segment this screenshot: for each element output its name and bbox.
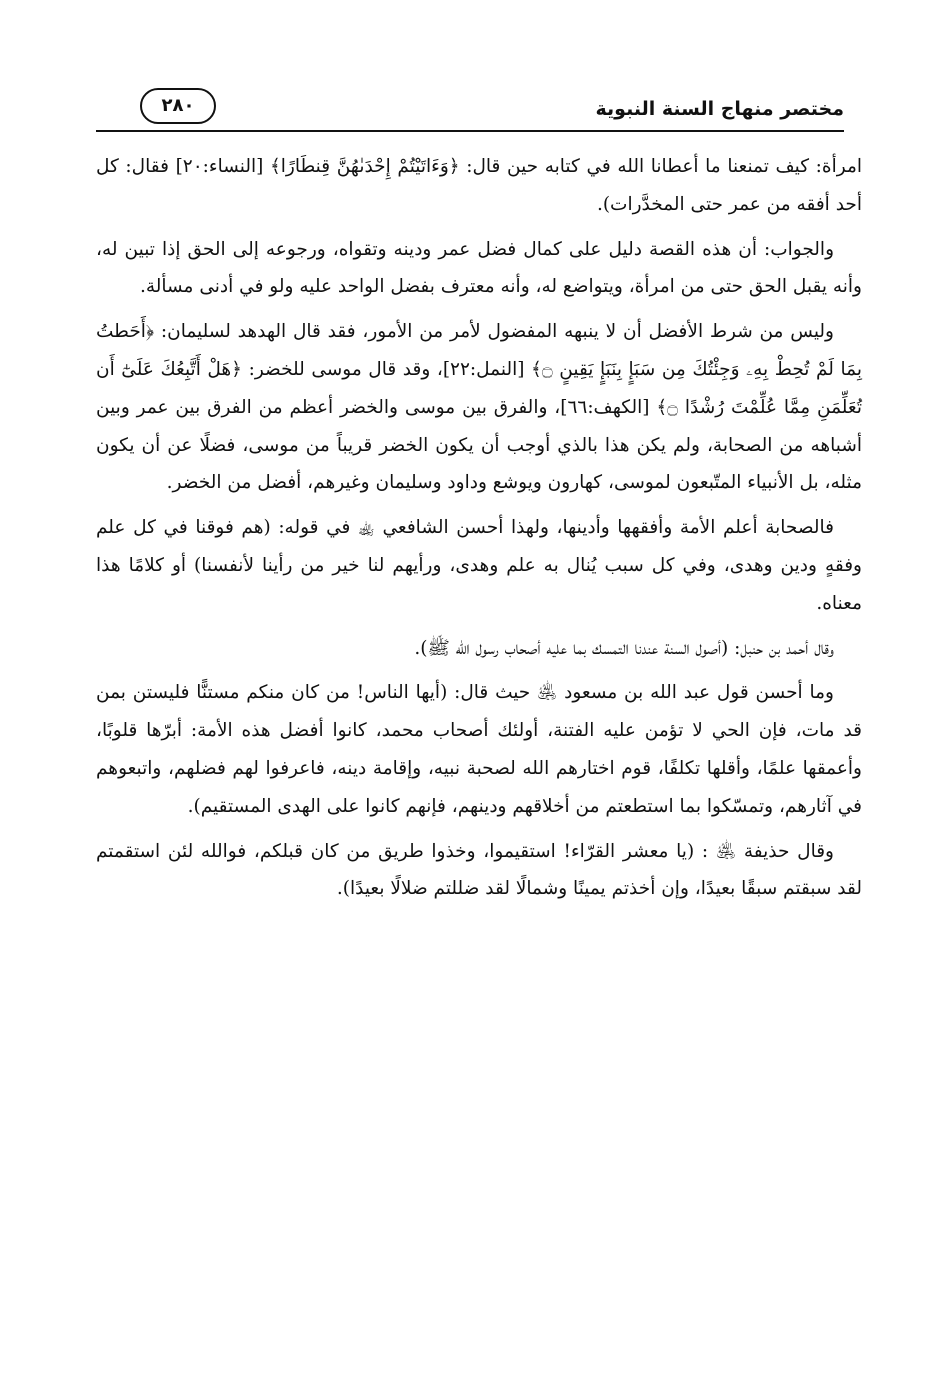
running-title: مختصر منهاج السنة النبوية [595, 98, 844, 120]
paragraph: امرأة: كيف تمنعنا ما أعطانا الله في كتابه حين قال: ﴿وَءَاتَيْتُمْ إِحْدَىٰهُنَّ قِنطَارًا﴾ [النساء:٢٠] فقال: كل أحد أفقه من عمر حتى المخدَّرات). [96, 156, 862, 215]
page-header [96, 92, 844, 132]
paragraph: وقال أحمد بن حنبل: (أصول السنة عندنا التمسك بما عليه أصحاب رسول الله ﷺ). [414, 637, 834, 659]
page-number: ٢٨٠ [140, 88, 216, 124]
paragraph: وقال حذيفة ﵁ : (يا معشر القرّاء! استقيموا، وخذوا طريق من كان قبلكم، فوالله لئن استقمتم لقد سبقتم سبقًا بعيدًا، وإن أخذتم يمينًا وشمالًا لقد ضللتم ضلالًا بعيدًا). [96, 840, 862, 900]
paragraph: وليس من شرط الأفضل أن لا ينبهه المفضول لأمر من الأمور، فقد قال الهدهد لسليمان: ﴿أَحَطتُ بِمَا لَمْ تُحِطْ بِهِۦ وَجِئْتُكَ مِن سَبَإٍ بِنَبَإٍ يَقِينٍ ۝﴾ [النمل:٢٢]، وقد قال موسى للخضر: ﴿هَلْ أَتَّبِعُكَ عَلَىٰٓ أَن تُعَلِّمَنِ مِمَّا عُلِّمْتَ رُشْدًا ۝﴾ [الكهف:٦٦]، والفرق بين موسى والخضر أعظم من الفرق بين عمر وبين أشباهه من الصحابة، ولم يكن هذا بالذي أوجب أن يكون الخضر قريباً من موسى، فضلًا عن أن يكون مثله، بل الأنبياء المتّبعون لموسى، كهارون ويوشع وداود وسليمان وغيرهم، أفضل من الخضر. [96, 321, 862, 494]
page-body [96, 148, 862, 915]
paragraph: والجواب: أن هذه القصة دليل على كمال فضل عمر ودينه وتقواه، ورجوعه إلى الحق إذا تبين له، وأنه يقبل الحق حتى من امرأة، ويتواضع له، وأنه معترف بفضل الواحد عليه ولو في أدنى مسألة. [96, 238, 862, 298]
paragraph: وما أحسن قول عبد الله بن مسعود ﵁ حيث قال: (أيها الناس! من كان منكم مستنًّا فليستن بمن قد مات، فإن الحي لا تؤمن عليه الفتنة، أولئك أصحاب محمد، كانوا أفضل هذه الأمة: أبرّها قلوبًا، وأعمقها علمًا، وأقلها تكلفًا، قوم اختارهم الله لصحبة نبيه، وإقامة دينه، فاعرفوا لهم فضلهم، واتبعوهم في آثارهم، وتمسّكوا بما استطعتم من أخلاقهم ودينهم، فإنهم كانوا على الهدى المستقيم). [96, 682, 862, 817]
paragraph: فالصحابة أعلم الأمة وأفقهها وأدينها، ولهذا أحسن الشافعي ﵀ في قوله: (هم فوقنا في كل علم وفقهٍ ودين وهدى، وفي كل سبب يُنال به علم وهدى، ورأيهم لنا خير من رأينا لأنفسنا) أو كلامًا هذا معناه. [96, 517, 862, 614]
